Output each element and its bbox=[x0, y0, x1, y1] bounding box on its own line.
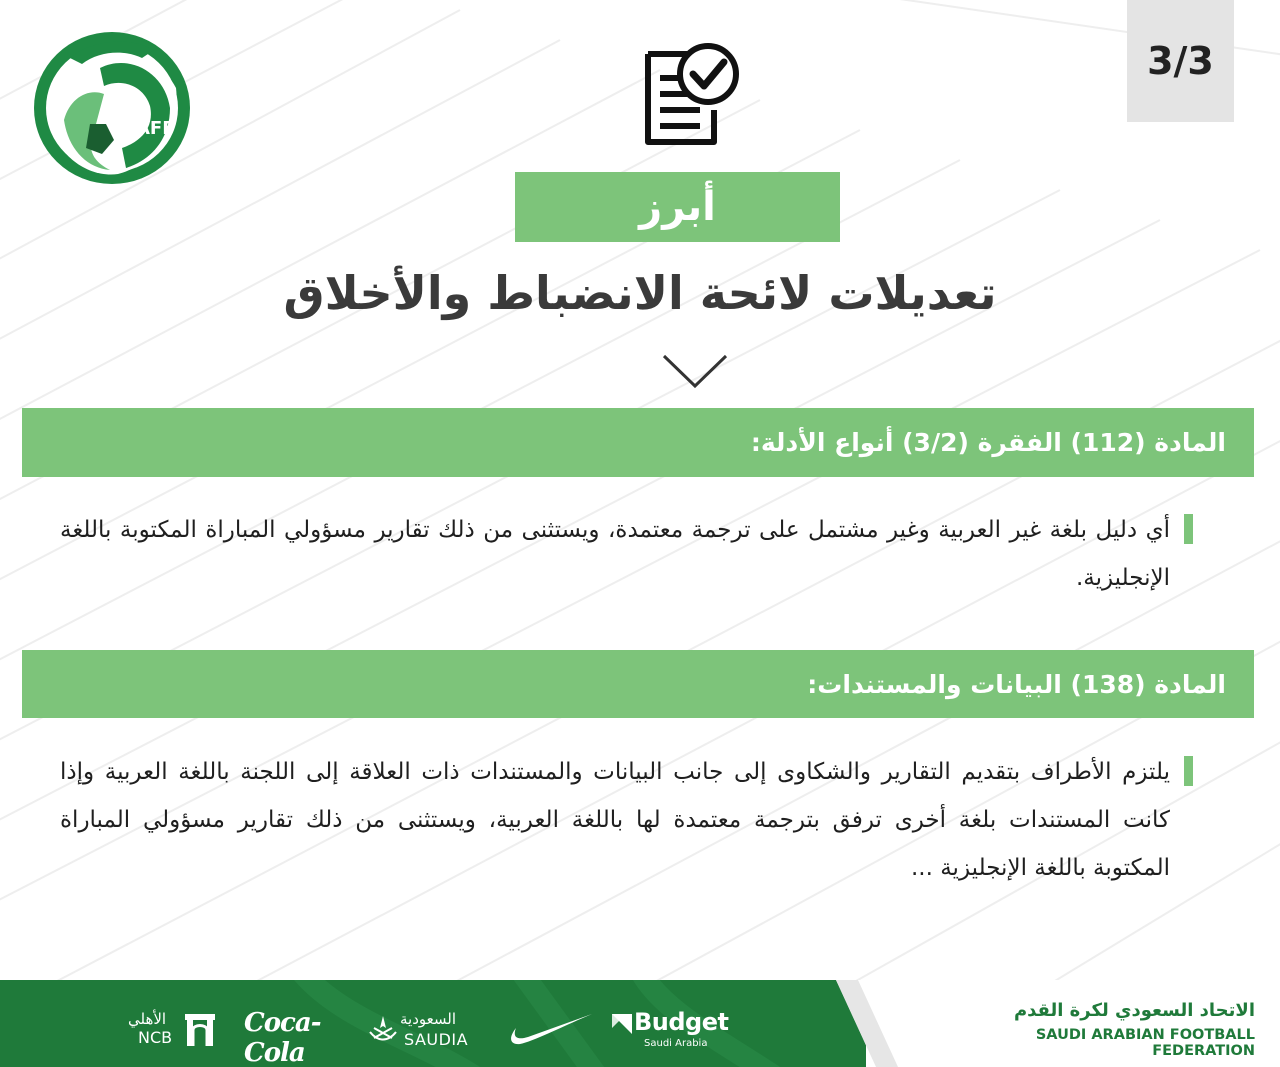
chevron-down-icon bbox=[662, 352, 728, 390]
sponsor-budget bbox=[612, 1008, 737, 1054]
logo-text: SAFF bbox=[123, 118, 175, 139]
sponsor-ncb bbox=[124, 1008, 218, 1052]
paragraph-marker bbox=[1184, 514, 1193, 544]
nike-swoosh-icon bbox=[508, 1010, 594, 1046]
saff-logo bbox=[30, 28, 195, 188]
page-counter: 3/3 bbox=[1127, 0, 1234, 122]
saudia-emblem-icon bbox=[366, 1014, 400, 1046]
highlights-tag: أبرز bbox=[515, 172, 840, 242]
federation-name-arabic: الاتحاد السعودي لكرة القدم bbox=[1013, 1000, 1255, 1021]
budget-mark-icon bbox=[612, 1012, 632, 1034]
paragraph-marker bbox=[1184, 756, 1193, 786]
page-title: تعديلات لائحة الانضباط والأخلاق bbox=[283, 266, 997, 320]
federation-name-english: SAUDI ARABIAN FOOTBALL FEDERATION bbox=[1035, 1027, 1255, 1059]
budget-sub: Saudi Arabia bbox=[644, 1038, 708, 1049]
budget-name: Budget bbox=[634, 1008, 729, 1036]
ncb-arabic: الأهلي bbox=[128, 1010, 167, 1028]
section-heading-article-112: المادة (112) الفقرة (3/2) أنواع الأدلة: bbox=[22, 408, 1254, 477]
saudia-arabic: السعودية bbox=[400, 1010, 457, 1028]
footer-divider bbox=[836, 980, 906, 1067]
sponsor-coca-cola: Coca-Cola bbox=[244, 1008, 321, 1067]
saudia-english: SAUDIA bbox=[404, 1030, 469, 1049]
section-body-article-138: يلتزم الأطراف بتقديم التقارير والشكاوى إلى جانب البيانات والمستندات ذات العلاقة إلى اللجنة باللغة العربية وإذا كانت المستندات بلغة أخرى ترفق بترجمة معتمدة لها باللغة العربية، ويستثنى من ذلك تقارير مسؤولي المباراة المكتوبة باللغة الإنجليزية ... bbox=[60, 759, 1170, 881]
section-body-article-112: أي دليل بلغة غير العربية وغير مشتمل على ترجمة معتمدة، ويستثنى من ذلك تقارير مسؤولي المباراة المكتوبة باللغة الإنجليزية. bbox=[60, 517, 1170, 591]
sponsor-saudia bbox=[366, 1008, 481, 1052]
ncb-english: NCB bbox=[138, 1028, 173, 1047]
section-heading-article-138: المادة (138) البيانات والمستندات: bbox=[22, 650, 1254, 718]
ncb-gate-icon bbox=[184, 1012, 216, 1048]
document-check-icon bbox=[640, 40, 744, 148]
